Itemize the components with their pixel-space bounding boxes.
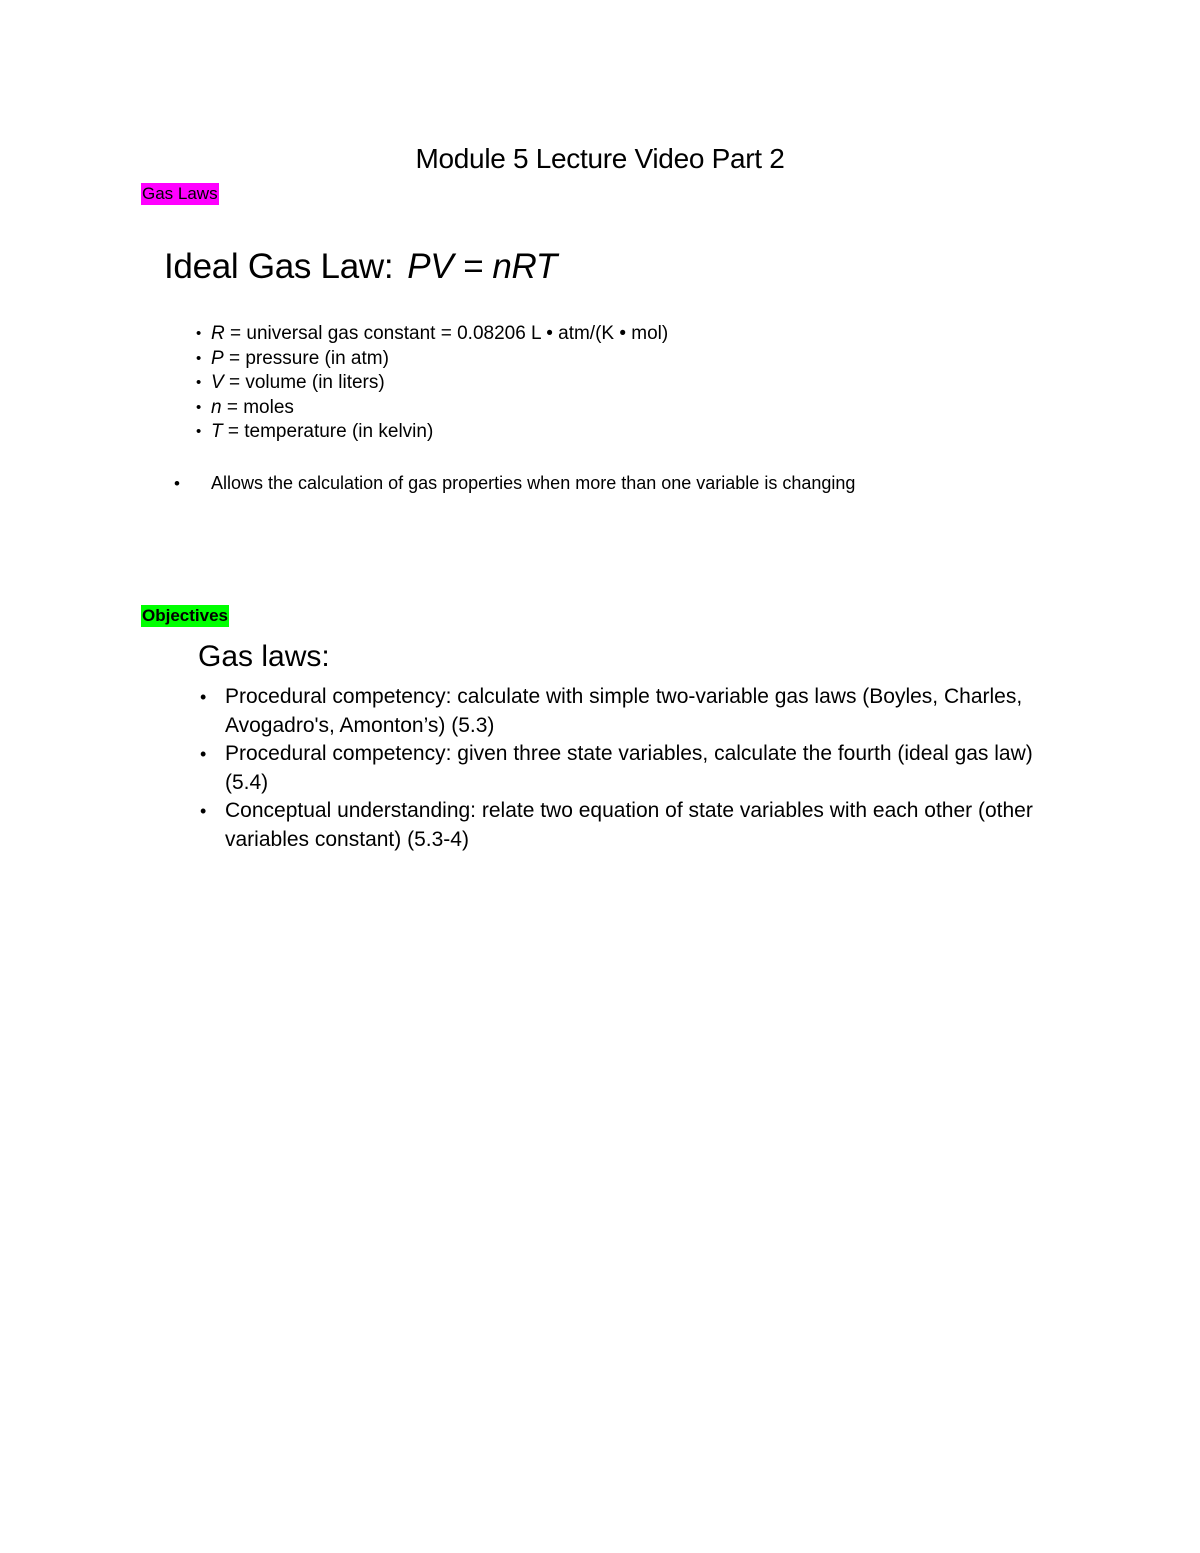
definition-item <box>196 396 668 421</box>
note-text: Allows the calculation of gas properties when more than one variable is changing <box>211 473 856 493</box>
gas-laws-highlight-label: Gas Laws <box>142 184 218 203</box>
definition-symbol: T <box>211 421 223 442</box>
definition-text: = universal gas constant = 0.08206 L • atm/(K • mol) <box>224 323 669 344</box>
definition-item <box>196 371 668 396</box>
bullet-icon: • <box>196 374 202 391</box>
objective-text: Procedural competency: given three state variables, calculate the fourth (ideal gas law) (5.4) <box>225 742 1033 794</box>
definition-text: = moles <box>221 396 294 418</box>
bullet-icon: • <box>200 687 207 707</box>
objective-text: Procedural competency: calculate with simple two-variable gas laws (Boyles, Charles, Avogadro's, Amonton’s) (5.3) <box>225 685 1023 737</box>
definition-symbol: V <box>211 372 224 393</box>
definition-text: = pressure (in atm) <box>223 347 389 369</box>
objective-item <box>200 683 1040 740</box>
bullet-icon: • <box>196 325 202 342</box>
ideal-gas-law-heading-prefix: Ideal Gas Law: <box>164 247 394 286</box>
objective-item <box>200 797 1040 854</box>
bullet-icon: • <box>174 474 180 493</box>
bullet-icon: • <box>196 349 202 367</box>
definition-text: = volume (in liters) <box>223 372 385 393</box>
ideal-gas-law-note <box>174 473 855 494</box>
objectives-highlight-label: Objectives <box>142 606 228 625</box>
definition-text: = temperature (in kelvin) <box>222 421 434 442</box>
bullet-icon: • <box>196 423 202 440</box>
bullet-icon: • <box>200 744 207 764</box>
definition-item <box>196 322 668 347</box>
definition-symbol: n <box>211 396 222 418</box>
ideal-gas-law-equation: PV = nRT <box>407 247 557 286</box>
definition-symbol: R <box>211 323 225 344</box>
objective-item <box>200 740 1040 797</box>
objectives-list <box>200 683 1040 854</box>
bullet-icon: • <box>200 801 207 821</box>
document-title: Module 5 Lecture Video Part 2 <box>415 143 785 174</box>
definition-symbol: P <box>211 347 224 369</box>
definition-item <box>196 347 668 372</box>
definition-item <box>196 420 668 445</box>
ideal-gas-law-heading <box>164 247 557 287</box>
variable-definitions-list <box>196 322 668 445</box>
bullet-icon: • <box>196 398 202 416</box>
objective-text: Conceptual understanding: relate two equation of state variables with each other (other variables constant) (5.3-4) <box>225 799 1033 851</box>
objectives-heading: Gas laws: <box>198 640 330 673</box>
